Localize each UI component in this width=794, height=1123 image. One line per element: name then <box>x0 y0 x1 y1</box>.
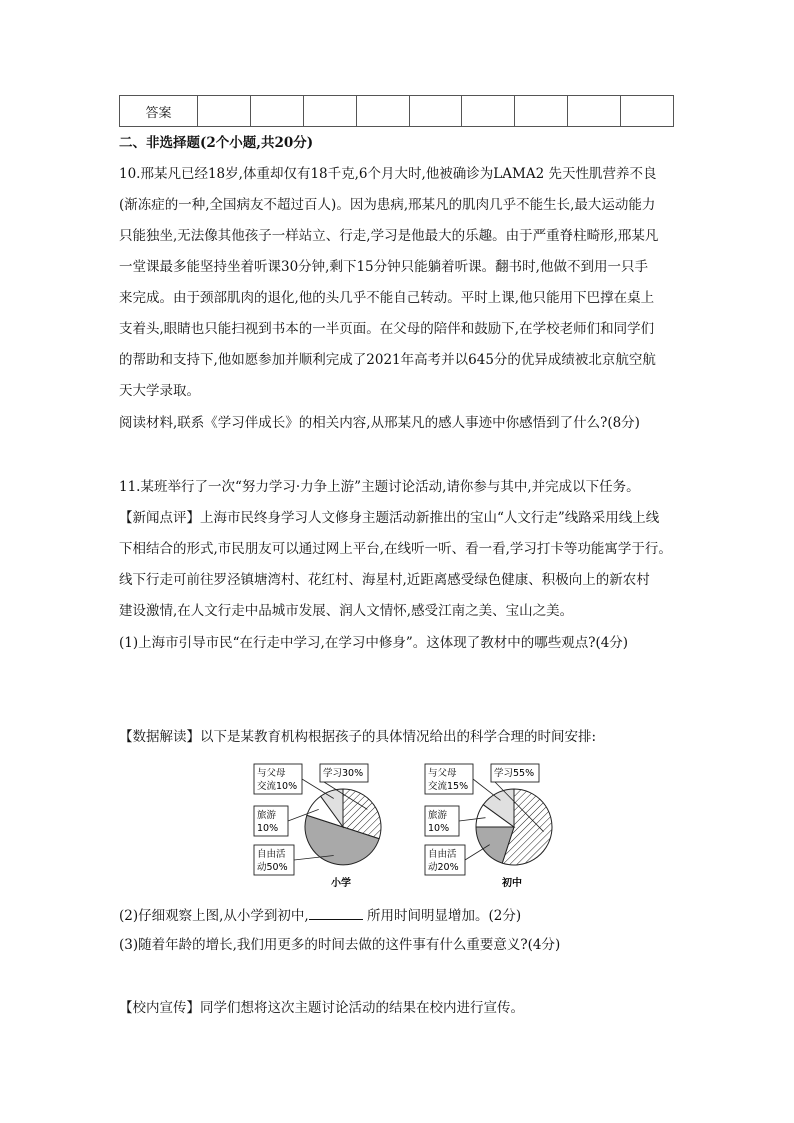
news-line: 建设激情,在人文行走中品城市发展、润人文情怀,感受江南之美、宝山之美。 <box>119 603 574 619</box>
q10-line: 10.邢某凡已经18岁,体重却仅有18千克,6个月大时,他被确诊为LAMA2 先天性肌营养不良 <box>119 166 657 182</box>
q10-line: 的帮助和支持下,他如愿参加并顺利完成了2021年高考并以645分的优异成绩被北京航空航 <box>119 352 656 368</box>
q10-line: (渐冻症的一种,全国病友不超过百人)。因为患病,邢某凡的肌肉几乎不能生长,最大运动能力 <box>119 197 656 213</box>
pie-chart-junior <box>423 760 573 890</box>
answer-cell[interactable] <box>462 96 515 127</box>
pie-chart-primary <box>252 760 402 890</box>
q11-question-2 <box>119 905 521 926</box>
answer-cell[interactable] <box>409 96 462 127</box>
label-box-text: 交流10% <box>257 781 298 792</box>
q2-blank[interactable] <box>309 905 363 920</box>
label-box-text: 交流15% <box>428 781 469 792</box>
answer-cell[interactable] <box>198 96 251 127</box>
q2-suffix: 所用时间明显增加。(2分) <box>362 908 522 924</box>
q10-line: 支着头,眼睛也只能扫视到书本的一半页面。在父母的陪伴和鼓励下,在学校老师们和同学们 <box>119 321 655 337</box>
q11-question-3: (3)随着年龄的增长,我们用更多的时间去做的这件事有什么重要意义?(4分) <box>119 937 561 953</box>
q2-prefix: (2)仔细观察上图,从小学到初中, <box>119 908 309 924</box>
label-box-text: 与父母 <box>428 768 457 779</box>
pie-chart-primary-svg <box>252 760 402 890</box>
news-line: 下相结合的形式,市民朋友可以通过网上平台,在线听一听、看一看,学习打卡等功能寓学于行。 <box>119 541 672 557</box>
q11-intro: 11.某班举行了一次“努力学习·力争上游”主题讨论活动,请你参与其中,并完成以下任务。 <box>119 479 640 495</box>
label-box-text: 与父母 <box>257 768 286 779</box>
promo-text: 【校内宣传】同学们想将这次主题讨论活动的结果在校内进行宣传。 <box>119 1000 524 1016</box>
answer-table <box>119 95 674 127</box>
q10-question: 阅读材料,联系《学习伴成长》的相关内容,从邢某凡的感人事迹中你感悟到了什么?(8分) <box>119 415 640 431</box>
label-box-text: 学习55% <box>494 768 535 779</box>
label-box-text: 自由活 <box>257 849 286 860</box>
answer-cell[interactable] <box>568 96 621 127</box>
answer-label: 答案 <box>120 96 198 127</box>
answer-cell[interactable] <box>303 96 356 127</box>
section-title: 二、非选择题(2个小题,共20分) <box>119 135 314 151</box>
answer-cell[interactable] <box>515 96 568 127</box>
answer-row <box>120 96 674 127</box>
label-box-text: 10% <box>428 823 450 834</box>
data-intro: 【数据解读】以下是某教育机构根据孩子的具体情况给出的科学合理的时间安排: <box>119 729 597 745</box>
label-box-text: 旅游 <box>257 810 277 821</box>
pie-chart-junior-svg <box>423 760 573 890</box>
chart-caption: 初中 <box>502 878 522 889</box>
q11-question-1: (1)上海市引导市民“在行走中学习,在学习中修身”。这体现了教材中的哪些观点?(4分) <box>119 635 629 651</box>
answer-cell[interactable] <box>356 96 409 127</box>
label-box-text: 10% <box>257 823 279 834</box>
answer-cell[interactable] <box>621 96 674 127</box>
label-box-text: 动50% <box>257 862 288 873</box>
q10-line: 一堂课最多能坚持坐着听课30分钟,剩下15分钟只能躺着听课。翻书时,他做不到用一只手 <box>119 259 648 275</box>
q10-line: 来完成。由于颈部肌肉的退化,他的头几乎不能自己转动。平时上课,他只能用下巴撑在桌上 <box>119 290 655 306</box>
q10-line: 只能独坐,无法像其他孩子一样站立、行走,学习是他最大的乐趣。由于严重脊柱畸形,邢某凡 <box>119 228 659 244</box>
label-box-text: 旅游 <box>428 810 448 821</box>
label-box-text: 学习30% <box>323 768 364 779</box>
news-line: 【新闻点评】上海市民终身学习人文修身主题活动新推出的宝山“人文行走”线路采用线上线 <box>119 510 660 526</box>
label-box-text: 动20% <box>428 862 459 873</box>
chart-caption: 小学 <box>331 878 351 889</box>
news-line: 线下行走可前往罗泾镇塘湾村、花红村、海星村,近距离感受绿色健康、积极向上的新农村 <box>119 572 650 588</box>
label-box-text: 自由活 <box>428 849 457 860</box>
answer-cell[interactable] <box>250 96 303 127</box>
q10-line: 天大学录取。 <box>119 383 200 399</box>
